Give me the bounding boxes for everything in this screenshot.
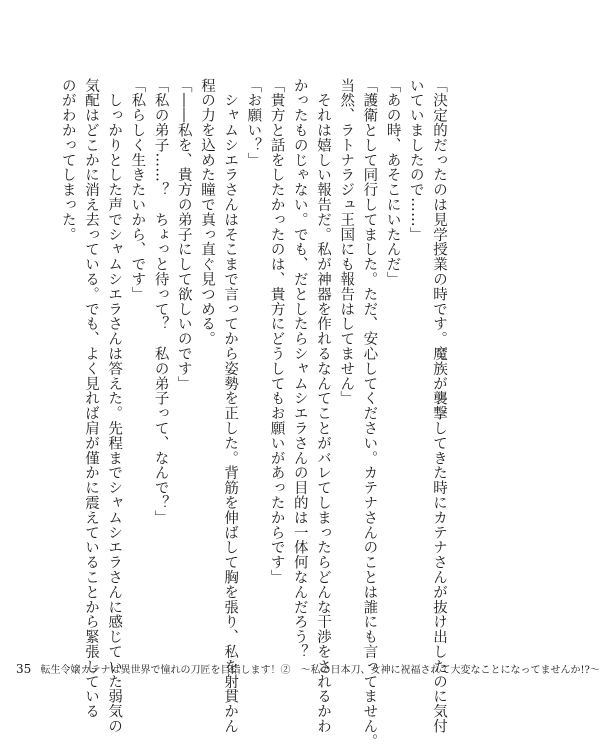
text-line: 気配はどこかに消え去っている。でも、よく見れば肩が僅かに震えていることから緊張している [82, 78, 99, 719]
text-line: 「――私を、貴方の弟子にして欲しいのです」 [175, 78, 192, 391]
page-footer [16, 662, 600, 678]
text-line: それは嬉しい報告だ。私が神器を作れるなんてことがバレてしまったらどんな干渉をされるかわ [314, 78, 331, 734]
text-line: 「お願い？」 [245, 78, 262, 168]
text-line: のがわかってしまった。 [59, 78, 76, 242]
text-line: 「あの時、あそこにいたんだ」 [384, 78, 401, 287]
text-line: 「護衛として同行してました。ただ、安心してください。カテナさんのことは誰にも言ってません。 [361, 78, 378, 749]
text-line: 「私らしく生きたいから、です」 [129, 78, 146, 302]
text-line: シャムシエラさんはそこまで言ってから姿勢を正した。背筋を伸ばして胸を張り、私を射貫かん [222, 78, 239, 734]
text-line: いていましたので……」 [407, 78, 424, 242]
page-number: 35 [16, 662, 32, 676]
text-line: しっかりとした声でシャムシエラさんは答えた。先程までシャムシエラさんに感じていた弱気の [106, 78, 123, 734]
text-line: 当然、ラトナラジュ王国にも報告はしてません」 [338, 78, 355, 406]
text-line: 「私の弟子……？ ちょっと待って？ 私の弟子って、なんで？」 [152, 78, 169, 525]
text-line: かったものじゃない。でも、だとしたらシャムシエラさんの目的は一体何なんだろう？ [291, 78, 308, 660]
text-line: 「決定的だったのは見学授業の時です。魔族が襲撃してきた時にカテナさんが抜け出したのに気付 [431, 78, 447, 734]
running-footer-title: 転生令嬢カテナは異世界で憧れの刀匠を目指します！② ～私の日本刀、女神に祝福されて大変なことになってませんか!?～ [40, 665, 600, 676]
text-line: 程の力を込めた瞳で真っ直ぐ見つめる。 [198, 78, 215, 347]
text-line: 「貴方と話をしたかったのは、貴方にどうしてもお願いがあったからです」 [268, 78, 285, 585]
